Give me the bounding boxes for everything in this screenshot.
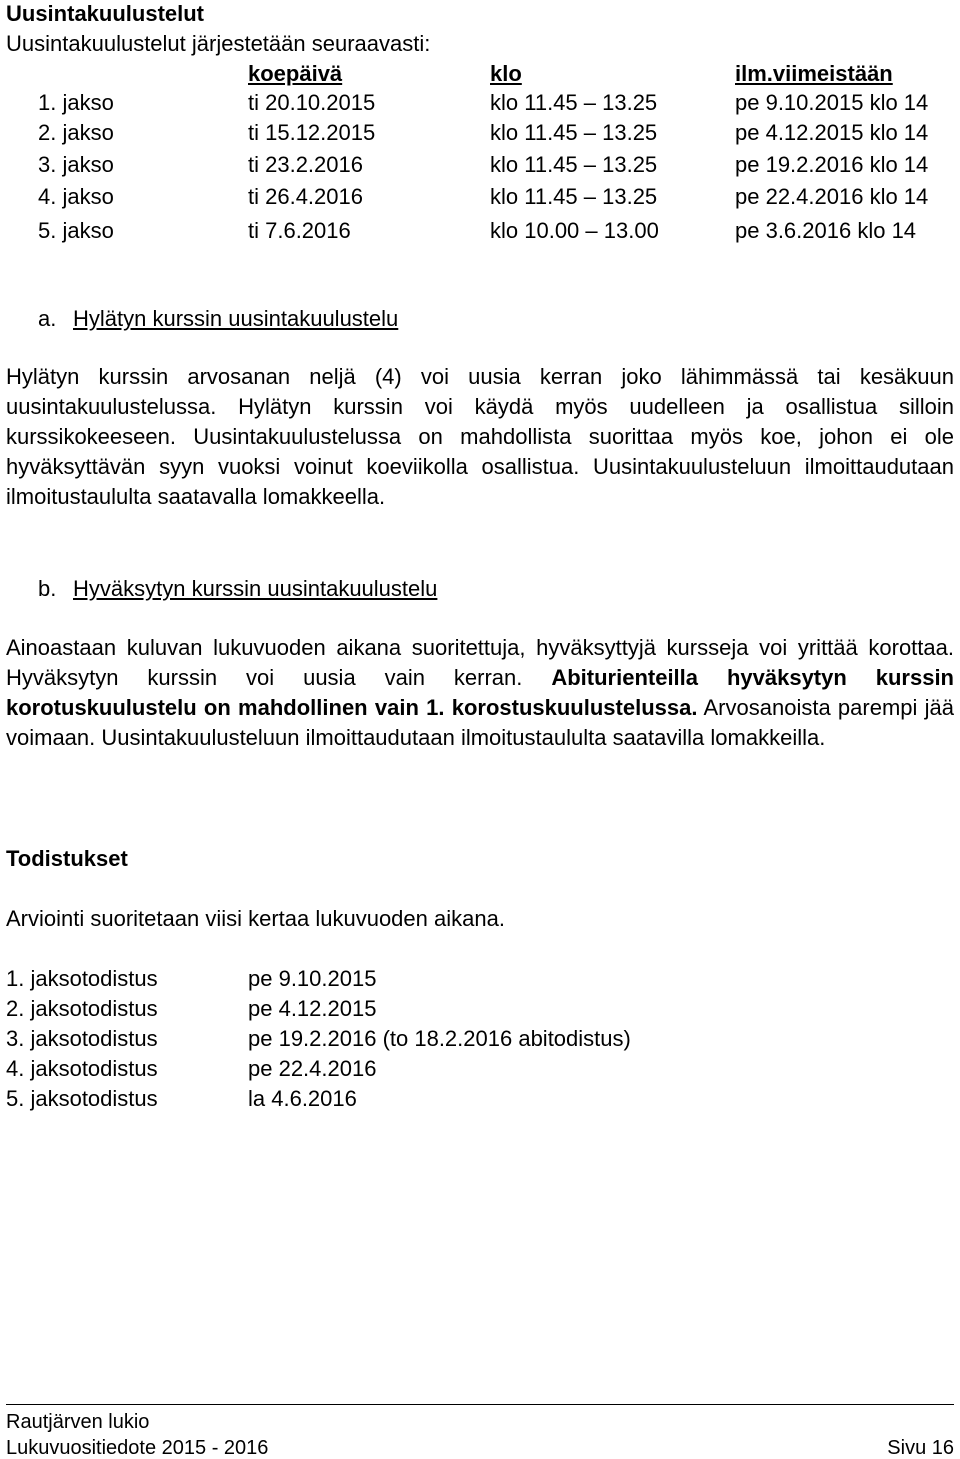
todistus-label: 2. jaksotodistus <box>6 996 158 1021</box>
period-cell: 2. jakso <box>38 120 114 145</box>
todistus-date: pe 9.10.2015 <box>248 966 377 991</box>
todistukset-intro: Arviointi suoritetaan viisi kertaa lukuvuoden aikana. <box>6 906 505 931</box>
header-ilm: ilm.viimeistään <box>735 61 893 86</box>
page-title: Uusintakuulustelut <box>6 1 205 26</box>
section-b-marker: b. <box>38 576 57 601</box>
time-cell: klo 11.45 – 13.25 <box>490 120 658 145</box>
todistus-date: pe 19.2.2016 (to 18.2.2016 abitodistus) <box>248 1026 631 1051</box>
todistus-label: 3. jaksotodistus <box>6 1026 158 1051</box>
footer-divider <box>6 1404 954 1405</box>
section-b-body-part1: Ainoastaan kuluvan lukuvuoden aikana suoritettuja, hyväksyttyjä kursseja voi yrittää korottaa. Hyväksytyn kurssin voi uusia vain kerran. <box>6 635 954 690</box>
section-b-heading: Hyväksytyn kurssin uusintakuulustelu <box>73 576 438 601</box>
footer-school: Rautjärven lukio <box>6 1411 150 1433</box>
deadline-cell: pe 9.10.2015 klo 14 <box>735 90 929 115</box>
deadline-cell: pe 19.2.2016 klo 14 <box>735 152 929 177</box>
period-cell: 4. jakso <box>38 184 114 209</box>
deadline-cell: pe 3.6.2016 klo 14 <box>735 218 917 243</box>
date-cell: ti 20.10.2015 <box>248 90 376 115</box>
deadline-cell: pe 22.4.2016 klo 14 <box>735 184 929 209</box>
todistus-date: pe 22.4.2016 <box>248 1056 377 1081</box>
period-cell: 1. jakso <box>38 90 114 115</box>
intro-text: Uusintakuulustelut järjestetään seuraavasti: <box>6 31 431 56</box>
header-klo: klo <box>490 61 522 86</box>
section-b-body-bold: Abiturienteilla hyväksytyn kurssin korotuskuulustelu on mahdollinen vain 1. korostuskuulustelussa. <box>6 665 954 720</box>
header-koepaiva: koepäivä <box>248 61 343 86</box>
period-cell: 5. jakso <box>38 218 114 243</box>
deadline-cell: pe 4.12.2015 klo 14 <box>735 120 929 145</box>
footer-doc: Lukuvuositiedote 2015 - 2016 <box>6 1437 269 1459</box>
time-cell: klo 11.45 – 13.25 <box>490 90 658 115</box>
time-cell: klo 11.45 – 13.25 <box>490 152 658 177</box>
section-b-body <box>6 633 954 753</box>
todistus-date: la 4.6.2016 <box>248 1086 357 1111</box>
time-cell: klo 11.45 – 13.25 <box>490 184 658 209</box>
time-cell: klo 10.00 – 13.00 <box>490 218 659 243</box>
section-a-body: Hylätyn kurssin arvosanan neljä (4) voi uusia kerran joko lähimmässä tai kesäkuun uusintakuulustelussa. Hylätyn kurssin voi käydä myös uudelleen ja osallistua silloin kurssikokeeseen. Uusintakuulustelussa on mahdollista suorittaa myös koe, johon ei ole hyväksyttävän syyn vuoksi voinut koeviikolla osallistua. Uusintakuulusteluun ilmoittaudutaan ilmoitustaululta saatavalla lomakkeella. <box>6 364 954 509</box>
todistus-label: 1. jaksotodistus <box>6 966 158 991</box>
section-a-heading: Hylätyn kurssin uusintakuulustelu <box>73 306 399 331</box>
section-a-marker: a. <box>38 306 57 331</box>
date-cell: ti 15.12.2015 <box>248 120 376 145</box>
footer-page-number: Sivu 16 <box>887 1437 954 1459</box>
period-cell: 3. jakso <box>38 152 114 177</box>
date-cell: ti 7.6.2016 <box>248 218 351 243</box>
todistus-label: 4. jaksotodistus <box>6 1056 158 1081</box>
todistus-label: 5. jaksotodistus <box>6 1086 158 1111</box>
todistus-date: pe 4.12.2015 <box>248 996 377 1021</box>
date-cell: ti 26.4.2016 <box>248 184 363 209</box>
date-cell: ti 23.2.2016 <box>248 152 363 177</box>
section-b-body-part2: Arvosanoista parempi jää voimaan. Uusintakuulusteluun ilmoittaudutaan ilmoitustaululta saatavilla lomakkeilla. <box>6 695 955 750</box>
todistukset-heading: Todistukset <box>6 846 128 871</box>
